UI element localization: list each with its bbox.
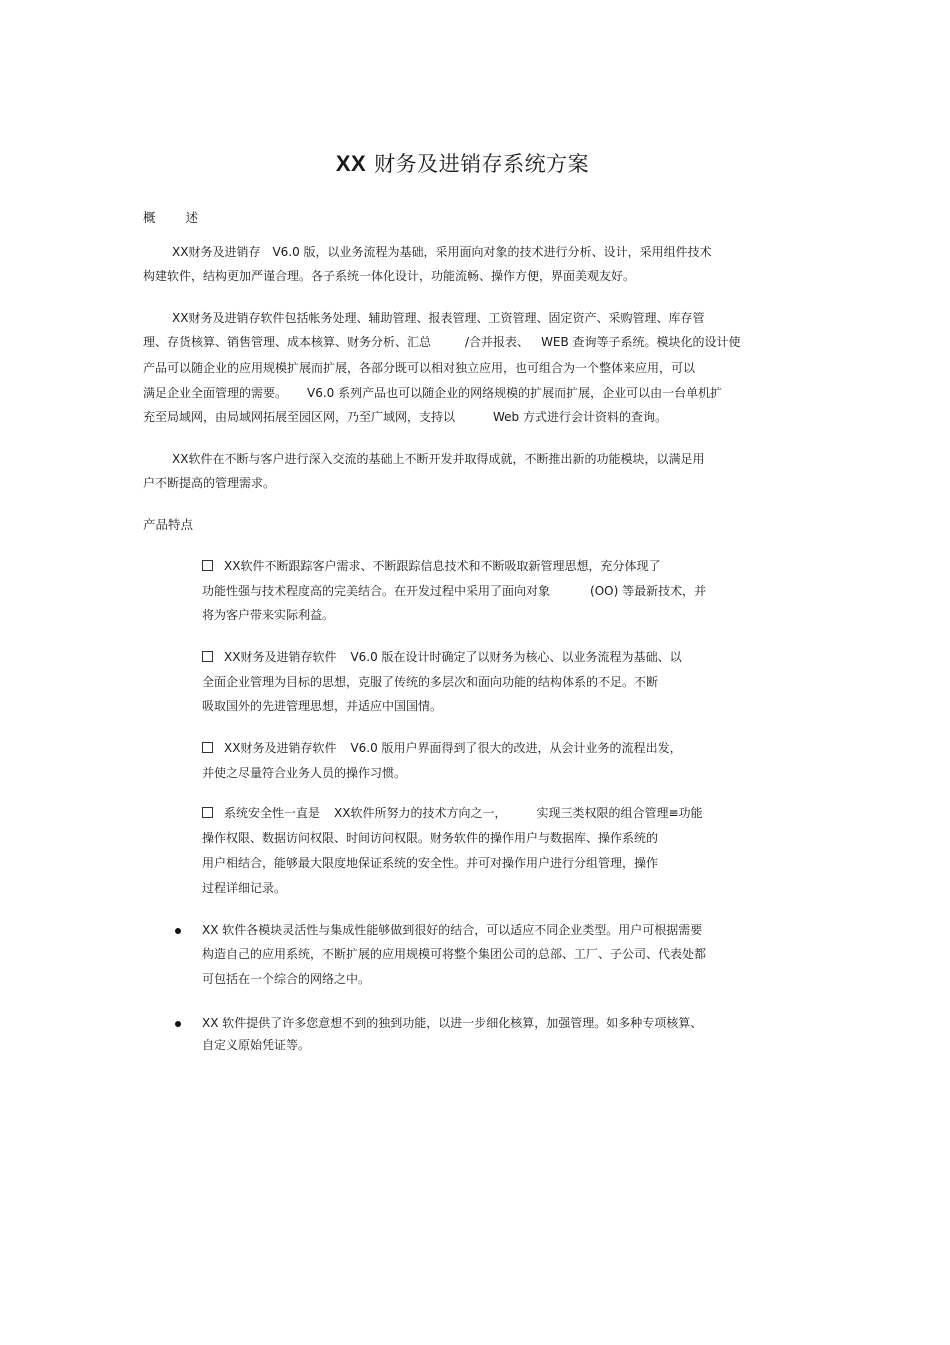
feature-1-line-1	[202, 558, 660, 574]
overview-p3-line-1	[172, 451, 704, 467]
feature-2-line-3	[202, 698, 442, 714]
text-run: 充至局域网，由局域网拓展至园区网，乃至广域网，支持以	[143, 410, 456, 424]
bullet-1-line-3	[202, 971, 370, 987]
text-run: 自定义原始凭证等。	[202, 1038, 311, 1052]
text-run: 产品可以随企业的应用规模扩展而扩展，各部分既可以相对独立应用，也可组合为一个整体来应用，可以	[143, 361, 696, 375]
text-run: 全面企业管理为目标的思想，克服了传统的多层次和面向功能的结构体系的不足。不断	[202, 675, 659, 689]
overview-p1-line-2	[143, 268, 635, 284]
checkbox-icon	[202, 742, 213, 753]
text-run: /合并报表、	[465, 335, 530, 349]
feature-4-line-2	[202, 830, 658, 846]
text-run: XX软件所努力的技术方向之一，	[334, 806, 507, 820]
text-run: V6.0 版，以业务流程为基础，采用面向对象的技术进行分析、设计，采用组件技术	[272, 245, 712, 259]
text-run: 并使之尽量符合业务人员的操作习惯。	[202, 766, 407, 780]
overview-p2-line-3	[143, 360, 695, 376]
text-run: Web 方式进行会计资料的查询。	[493, 410, 667, 424]
text-run: XX软件在不断与客户进行深入交流的基础上不断开发并取得成就，不断推出新的功能模块，以满足用	[172, 452, 705, 466]
text-run: XX 软件提供了许多您意想不到的独到功能，以进一步细化核算，加强管理。如多种专项核算、	[202, 1016, 703, 1030]
bullet-1-line-2	[202, 946, 706, 962]
text-run: 实现三类权限的组合管理≡功能	[536, 806, 703, 820]
text-run: XX财务及进销存软件	[224, 741, 337, 755]
text-run: XX 软件各模块灵活性与集成性能够做到很好的结合，可以适应不同企业类型。用户可根据需要	[202, 923, 703, 937]
text-run: 将为客户带来实际利益。	[202, 608, 335, 622]
text-run: 可包括在一个综合的网络之中。	[202, 972, 371, 986]
text-run: 构建软件，结构更加严谨合理。各子系统一体化设计，功能流畅、操作方便，界面美观友好。	[143, 269, 636, 283]
text-run: 操作权限、数据访问权限、时间访问权限。财务软件的操作用户与数据库、操作系统的	[202, 831, 659, 845]
feature-4-line-1	[202, 805, 703, 821]
checkbox-icon	[202, 560, 213, 571]
text-run: 理、存货核算、销售管理、成本核算、财务分析、汇总	[143, 335, 432, 349]
overview-p1-line-1	[172, 244, 712, 260]
overview-heading	[143, 210, 198, 226]
text-run: 功能性强与技术程度高的完美结合。在开发过程中采用了面向对象	[202, 584, 551, 598]
feature-2-line-2	[202, 674, 658, 690]
title-xx: XX	[335, 151, 367, 176]
overview-p2-line-4	[143, 385, 722, 401]
text-run: (OO) 等最新技术，并	[590, 584, 707, 598]
text-run: V6.0 系列产品也可以随企业的网络规模的扩展而扩展，企业可以由一台单机扩	[307, 386, 723, 400]
text-run: XX财务及进销存	[172, 245, 261, 259]
checkbox-icon	[202, 651, 213, 662]
bullet-1-line-1	[202, 922, 702, 938]
text-run: 吸取国外的先进管理思想，并适应中国国情。	[202, 699, 443, 713]
bullet-2-line-2	[202, 1037, 310, 1053]
feature-4-line-3	[202, 855, 658, 871]
feature-3-line-2	[202, 765, 406, 781]
feature-1-line-2	[202, 583, 706, 599]
title-text: 财务及进销存系统方案	[374, 152, 590, 176]
text-run: 户不断提高的管理需求。	[143, 476, 276, 490]
bullet-icon	[175, 928, 181, 934]
text-run: XX财务及进销存软件包括帐务处理、辅助管理、报表管理、工资管理、固定资产、采购管理、库存管	[172, 311, 705, 325]
overview-p2-line-5	[143, 409, 667, 425]
text-run: 系统安全性一直是	[224, 806, 321, 820]
checkbox-icon	[202, 807, 213, 818]
text-run: 构造自己的应用系统，不断扩展的应用规模可将整个集团公司的总部、工厂、子公司、代表处都	[202, 947, 707, 961]
overview-heading-char-2: 述	[185, 210, 199, 225]
feature-1-line-3	[202, 607, 334, 623]
overview-p2-line-2	[143, 334, 741, 350]
feature-3-line-1	[202, 740, 682, 756]
document-title	[0, 148, 925, 178]
feature-4-line-4	[202, 880, 286, 896]
text-run: XX软件不断跟踪客户需求、不断跟踪信息技术和不断吸取新管理思想，充分体现了	[224, 559, 661, 573]
text-run: 用户相结合，能够最大限度地保证系统的安全性。并可对操作用户进行分组管理，操作	[202, 856, 659, 870]
text-run: V6.0 版用户界面得到了很大的改进，从会计业务的流程出发，	[350, 741, 682, 755]
text-run: WEB 查询等子系统。模块化的设计使	[541, 335, 741, 349]
bullet-2-line-1	[202, 1015, 702, 1031]
overview-p3-line-2	[143, 475, 275, 491]
text-run: XX财务及进销存软件	[224, 650, 337, 664]
text-run: 过程详细记录。	[202, 881, 287, 895]
overview-p2-line-1	[172, 310, 704, 326]
bullet-icon	[175, 1021, 181, 1027]
features-heading: 产品特点	[143, 517, 194, 532]
text-run: V6.0 版在设计时确定了以财务为核心、以业务流程为基础、以	[350, 650, 682, 664]
feature-2-line-1	[202, 649, 682, 665]
overview-heading-char-1: 概	[143, 210, 156, 225]
text-run: 满足企业全面管理的需要。	[143, 386, 288, 400]
